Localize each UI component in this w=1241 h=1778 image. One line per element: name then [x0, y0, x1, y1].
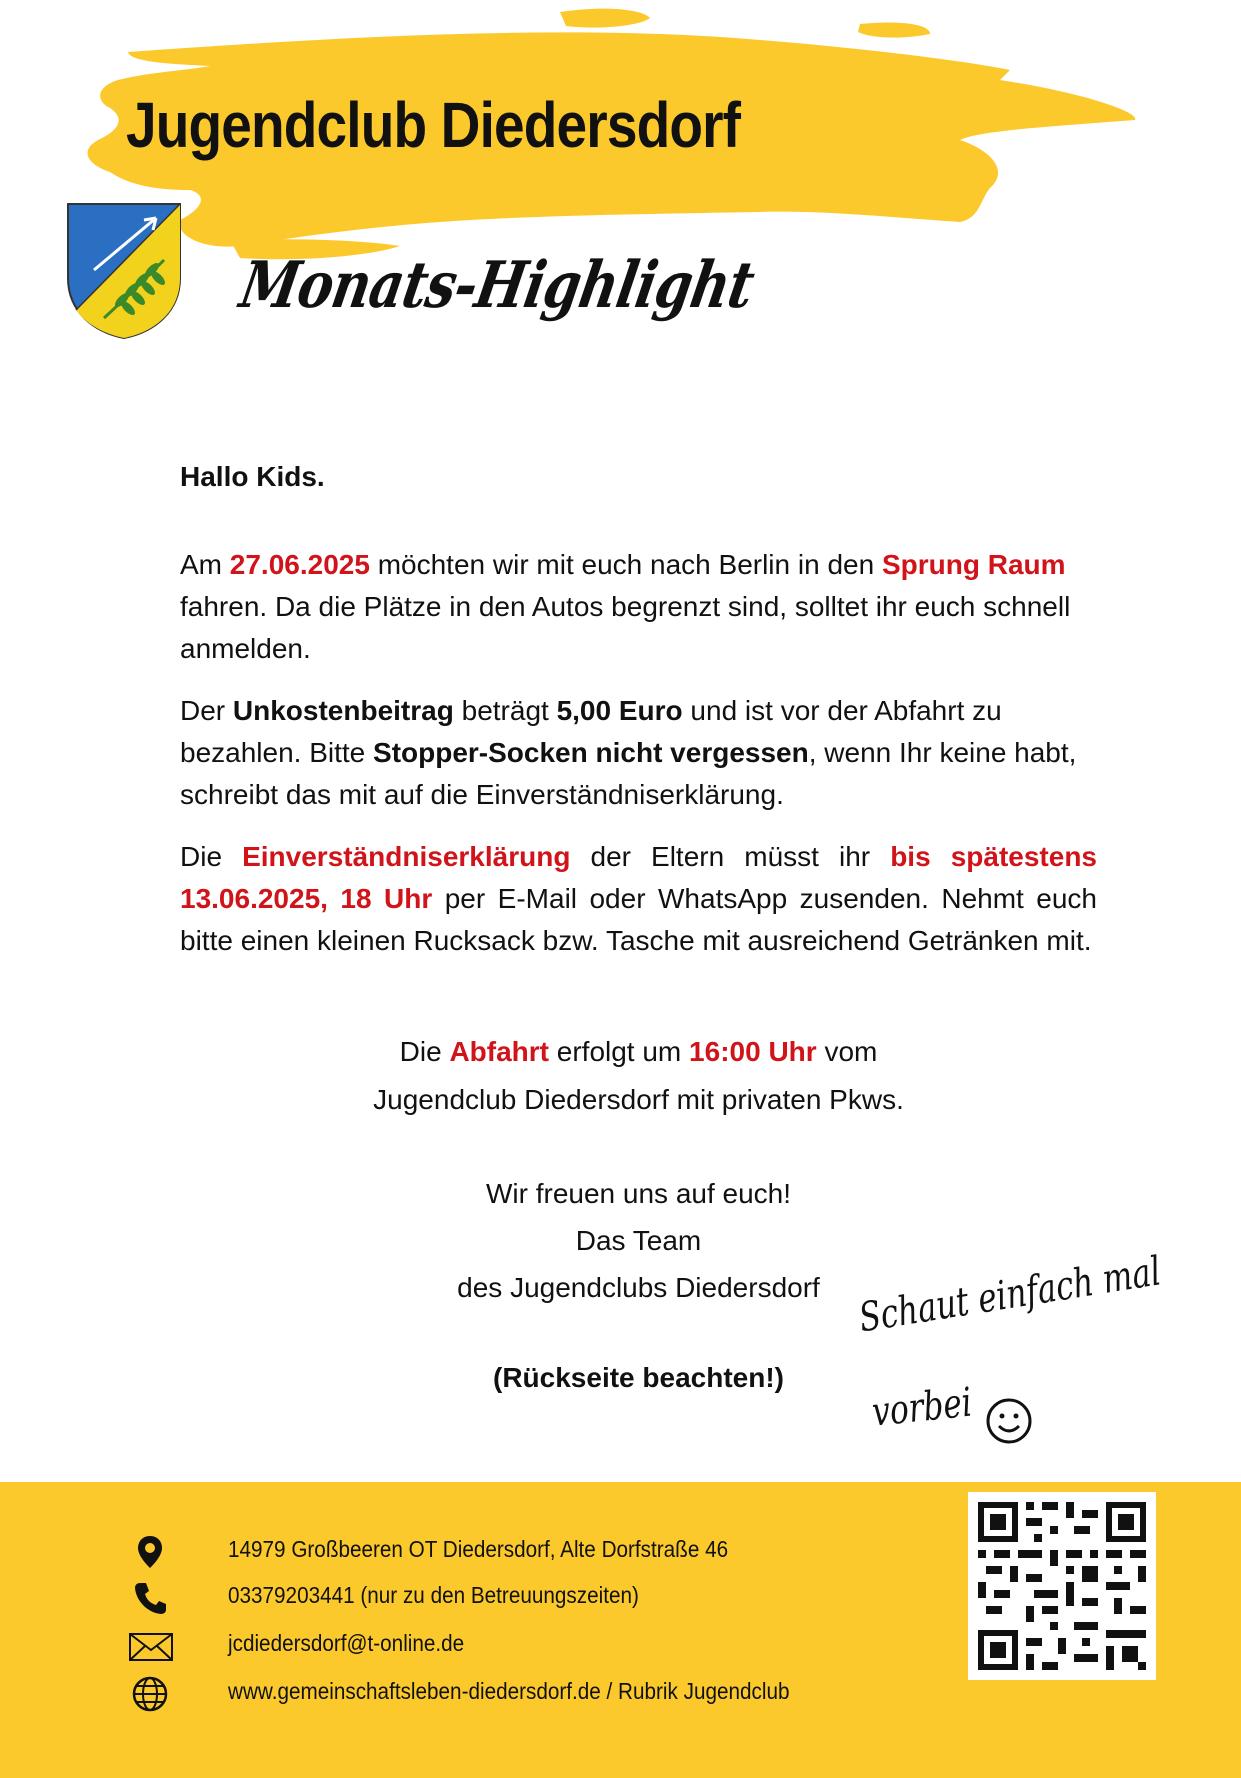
- letter-body: [180, 456, 1097, 962]
- text-segment: der Eltern müsst ihr: [570, 841, 891, 872]
- text-segment: vom: [816, 1036, 878, 1067]
- coat-of-arms-icon: [64, 200, 184, 340]
- event-date: 27.06.2025: [229, 549, 370, 580]
- text-segment: Die: [399, 1036, 450, 1067]
- text-segment: Der: [180, 695, 233, 726]
- address-text: 14979 Großbeeren OT Diedersdorf, Alte Dorfstraße 46: [228, 1536, 729, 1562]
- paragraph-fee: [180, 690, 1097, 816]
- website-link[interactable]: www.gemeinschaftsleben-diedersdorf.de / Rubrik Jugendclub: [228, 1678, 790, 1704]
- qr-code-icon[interactable]: [968, 1492, 1156, 1680]
- closing-club: des Jugendclubs Diedersdorf: [457, 1272, 820, 1303]
- phone-icon: [130, 1578, 170, 1618]
- page-subtitle: Monats-Highlight: [234, 248, 760, 323]
- brush-stroke-background: [0, 0, 1241, 380]
- handnote-line1: Schaut einfach mal: [856, 1248, 1164, 1342]
- closing-line: Wir freuen uns auf euch!: [485, 1178, 792, 1209]
- greeting: Hallo Kids.: [180, 461, 325, 492]
- envelope-icon: [128, 1626, 174, 1666]
- footer-email-row: [0, 1626, 900, 1666]
- paragraph-event: [180, 544, 1097, 670]
- event-place: Sprung Raum: [881, 549, 1066, 580]
- fee-label: Unkostenbeitrag: [232, 695, 454, 726]
- backside-note: (Rückseite beachten!): [493, 1362, 784, 1393]
- handwritten-note: [856, 1248, 1196, 1466]
- email-link[interactable]: jcdiedersdorf@t-online.de: [228, 1630, 465, 1656]
- globe-icon: [130, 1674, 170, 1714]
- text-segment: möchten wir mit euch nach Berlin in den: [369, 549, 882, 580]
- phone-text: 03379203441 (nur zu den Betreuungszeiten): [228, 1582, 639, 1608]
- location-pin-icon: [130, 1532, 170, 1572]
- paragraph-consent: [180, 836, 1097, 962]
- text-segment: und ist vor der Abfahrt zu bezahlen. Bitte: [180, 695, 1002, 768]
- text-segment: fahren. Da die Plätze in den Autos begrenzt sind, solltet ihr euch schnell anmelden.: [180, 591, 1071, 664]
- text-segment: , wenn Ihr keine habt, schreibt das mit auf die Einverständniserklärung.: [180, 737, 1077, 810]
- text-segment: per E-Mail oder WhatsApp zusenden. Nehmt euch bitte einen kleinen Rucksack bzw. Tasche mit ausreichend Getränken mit.: [180, 883, 1098, 956]
- handnote-line2: vorbei: [870, 1379, 975, 1436]
- departure-word: Abfahrt: [449, 1036, 549, 1067]
- closing-team: Das Team: [575, 1225, 702, 1256]
- text-segment: Die: [180, 841, 243, 872]
- departure-info: [180, 1028, 1097, 1124]
- fee-amount: 5,00 Euro: [556, 695, 683, 726]
- socks-reminder: Stopper-Socken nicht vergessen: [373, 737, 809, 768]
- text-segment: beträgt: [453, 695, 557, 726]
- consent-form: Einverständniserklärung: [242, 841, 571, 872]
- departure-location: Jugendclub Diedersdorf mit privaten Pkws.: [373, 1084, 904, 1115]
- footer-address-row: [0, 1532, 900, 1572]
- text-segment: Am: [180, 549, 230, 580]
- page-title: Jugendclub Diedersdorf: [126, 89, 741, 161]
- smiley-icon: [984, 1396, 1034, 1446]
- deadline: bis spätestens 13.06.2025, 18 Uhr: [180, 841, 1097, 914]
- departure-time: 16:00 Uhr: [689, 1036, 817, 1067]
- footer-web-row: [0, 1674, 900, 1714]
- text-segment: erfolgt um: [548, 1036, 690, 1067]
- footer-phone-row: [0, 1578, 900, 1618]
